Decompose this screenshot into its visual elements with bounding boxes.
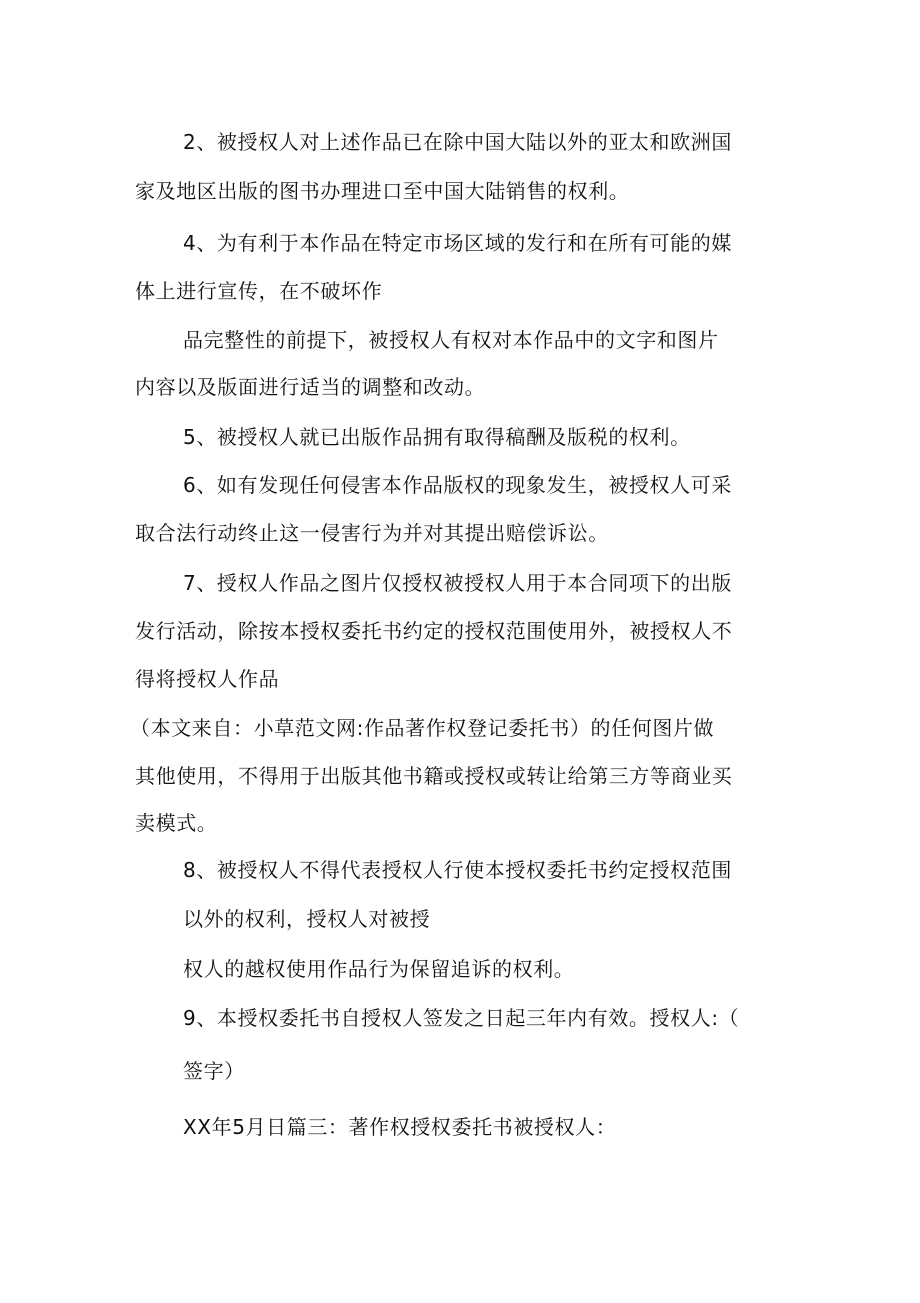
paragraph-4-line-1: 4、为有利于本作品在特定市场区域的发行和在所有可能的媒 [183, 231, 732, 255]
paragraph-7-line-1: 7、授权人作品之图片仅授权被授权人用于本合同项下的出版 [183, 571, 732, 595]
paragraph-2-line-1: 2、被授权人对上述作品已在除中国大陆以外的亚太和欧洲国 [183, 130, 732, 154]
paragraph-7-line-5: 其他使用，不得用于出版其他书籍或授权或转让给第三方等商业买 [135, 764, 733, 788]
paragraph-5-line-1: 5、被授权人就已出版作品拥有取得稿酬及版税的权利。 [183, 425, 691, 449]
signature-label: 签字） [183, 1059, 245, 1083]
paragraph-7-line-3: 得将授权人作品 [135, 667, 280, 691]
paragraph-8-line-1: 8、被授权人不得代表授权人行使本授权委托书约定授权范围 [183, 858, 732, 882]
paragraph-8-line-3: 权人的越权使用作品行为保留追诉的权利。 [183, 957, 575, 981]
paragraph-6-line-1: 6、如有发现任何侵害本作品版权的现象发生，被授权人可采 [183, 473, 732, 497]
paragraph-7-line-6: 卖模式。 [135, 811, 218, 835]
paragraph-4-line-3: 品完整性的前提下，被授权人有权对本作品中的文字和图片 [183, 328, 719, 352]
paragraph-7-line-4: （本文来自：小草范文网:作品著作权登记委托书）的任何图片做 [130, 716, 715, 740]
paragraph-4-line-2: 体上进行宣传，在不破坏作 [135, 279, 383, 303]
date-and-section-heading: XX年5月日篇三：著作权授权委托书被授权人： [183, 1115, 617, 1139]
paragraph-2-line-2: 家及地区出版的图书办理进口至中国大陆销售的权利。 [135, 179, 630, 203]
paragraph-6-line-2: 取合法行动终止这一侵害行为并对其提出赔偿诉讼。 [135, 521, 609, 545]
paragraph-4-line-4: 内容以及版面进行适当的调整和改动。 [135, 375, 486, 399]
paragraph-7-line-2: 发行活动，除按本授权委托书约定的授权范围使用外，被授权人不 [135, 619, 733, 643]
paragraph-8-line-2: 以外的权利，授权人对被授 [183, 907, 431, 931]
paragraph-9-line-1: 9、本授权委托书自授权人签发之日起三年内有效。授权人:（ [183, 1006, 740, 1030]
